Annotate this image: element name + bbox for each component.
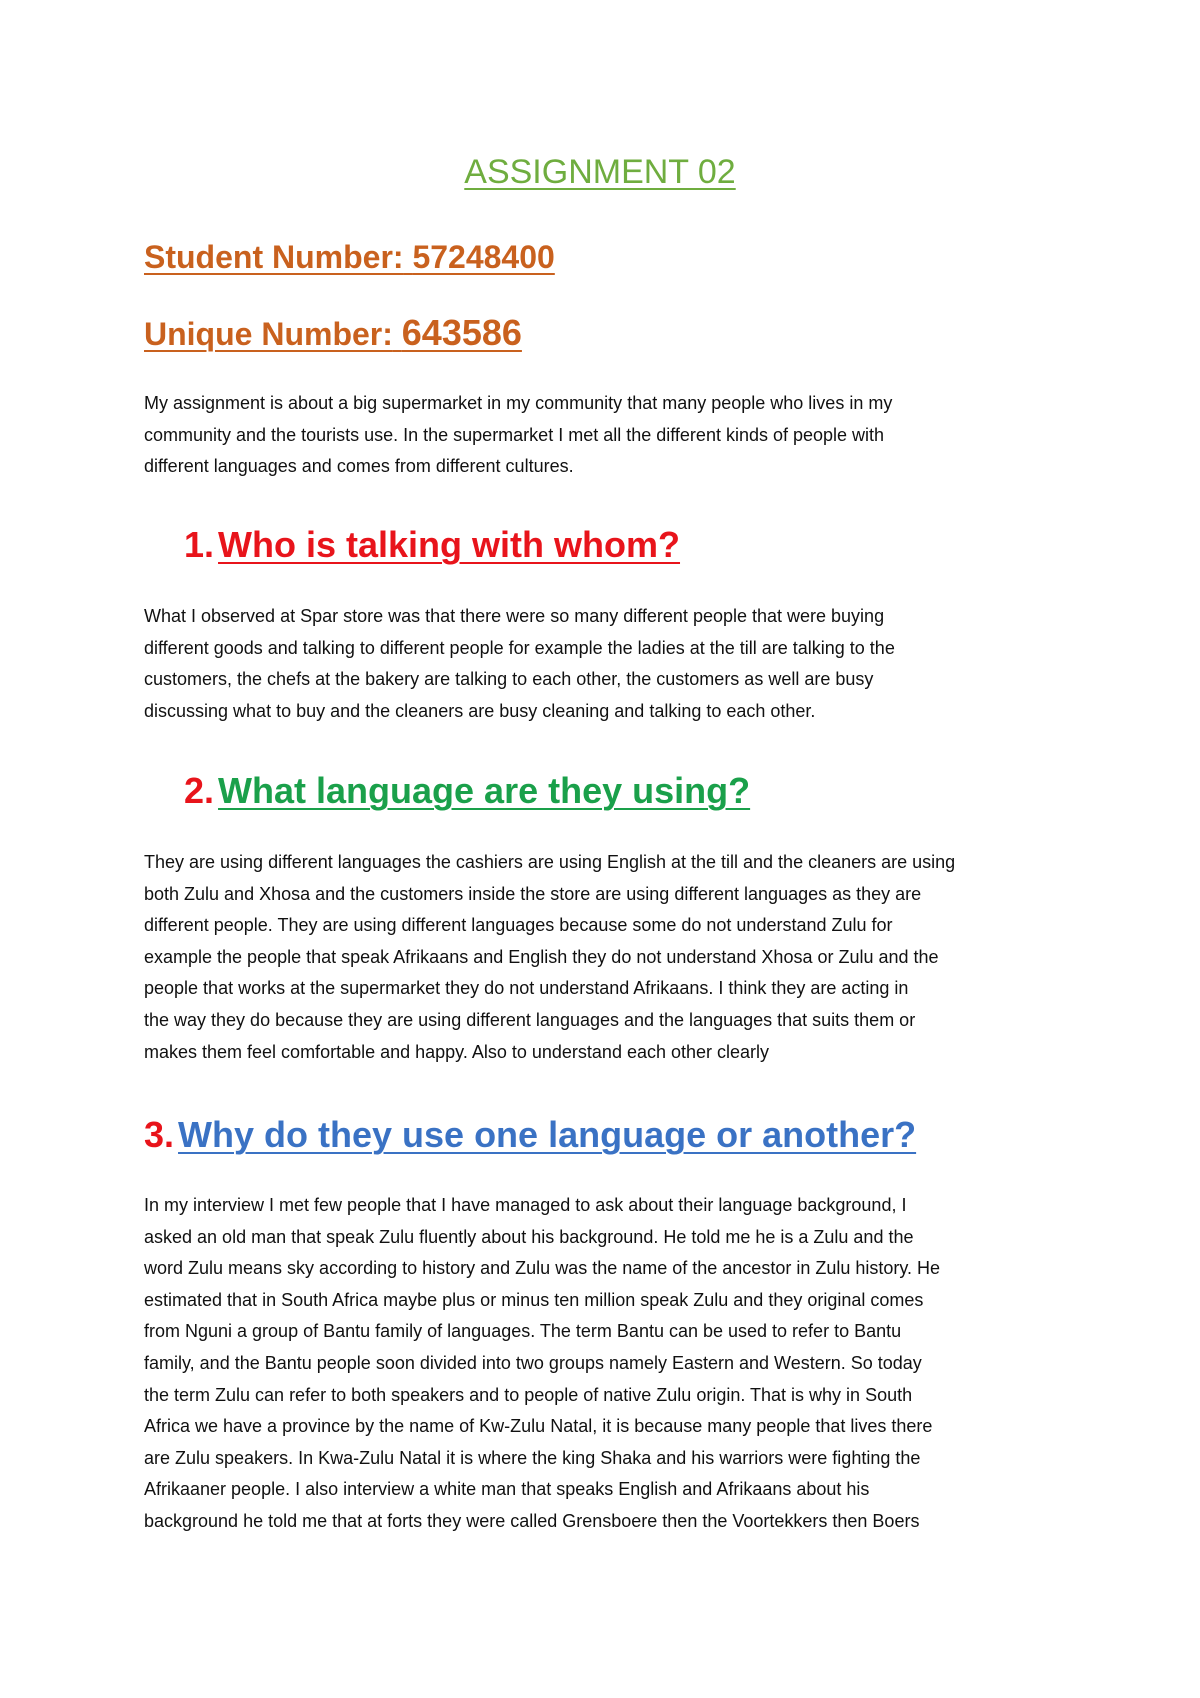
section-heading-3 bbox=[144, 1112, 916, 1158]
paragraph-line: asked an old man that speak Zulu fluently about his background. He told me he is a Zulu and the bbox=[144, 1226, 914, 1247]
paragraph-line: family, and the Bantu people soon divided into two groups namely Eastern and Western. So today bbox=[144, 1352, 922, 1373]
section-heading-1 bbox=[184, 522, 680, 568]
paragraph-line: the term Zulu can refer to both speakers and to people of native Zulu origin. That is why in South bbox=[144, 1384, 913, 1405]
unique-number-line bbox=[144, 312, 522, 355]
paragraph-line: the way they do because they are using different languages and the languages that suits them or bbox=[144, 1009, 916, 1030]
paragraph-line: discussing what to buy and the cleaners are busy cleaning and talking to each other. bbox=[144, 700, 816, 721]
paragraph-line: background he told me that at forts they were called Grensboere then the Voortekkers then Boers bbox=[144, 1510, 920, 1531]
paragraph-line: estimated that in South Africa maybe plus or minus ten million speak Zulu and they original comes bbox=[144, 1289, 924, 1310]
paragraph-line: Africa we have a province by the name of Kw-Zulu Natal, it is because many people that lives there bbox=[144, 1416, 933, 1437]
student-number-value: 57248400 bbox=[412, 239, 555, 275]
paragraph-line: In my interview I met few people that I have managed to ask about their language background, I bbox=[144, 1195, 907, 1215]
paragraph-line: example the people that speak Afrikaans and English they do not understand Xhosa or Zulu and the bbox=[144, 946, 939, 967]
intro-line: different languages and comes from different cultures. bbox=[144, 456, 574, 477]
section-heading-text: Who is talking with whom? bbox=[218, 524, 681, 565]
paragraph-line: both Zulu and Xhosa and the customers inside the store are using different languages as they are bbox=[144, 883, 922, 904]
section-number: 2. bbox=[184, 770, 215, 811]
paragraph-line: They are using different languages the cashiers are using English at the till and the cleaners are using bbox=[144, 852, 956, 872]
intro-line: community and the tourists use. In the supermarket I met all the different kinds of people with bbox=[144, 424, 885, 445]
paragraph-line: Afrikaaner people. I also interview a white man that speaks English and Afrikaans about his bbox=[144, 1479, 870, 1500]
section-heading-text: What language are they using? bbox=[218, 770, 751, 811]
paragraph-line: What I observed at Spar store was that there were so many different people that were buying bbox=[144, 606, 885, 626]
intro-paragraph bbox=[144, 388, 1074, 483]
section-heading-text: Why do they use one language or another? bbox=[178, 1114, 917, 1155]
section-heading-2 bbox=[184, 768, 750, 814]
paragraph-line: makes them feel comfortable and happy. Also to understand each other clearly bbox=[144, 1041, 770, 1062]
section-2-paragraph bbox=[144, 847, 1074, 1068]
student-number-line bbox=[144, 236, 555, 278]
document-title: ASSIGNMENT 02 bbox=[464, 153, 736, 191]
student-number-label: Student Number: bbox=[144, 239, 404, 275]
unique-number-label: Unique Number: bbox=[144, 316, 393, 352]
section-3-paragraph bbox=[144, 1190, 1074, 1538]
section-number: 1. bbox=[184, 524, 215, 565]
paragraph-line: are Zulu speakers. In Kwa-Zulu Natal it is where the king Shaka and his warriors were fighting the bbox=[144, 1447, 921, 1468]
paragraph-line: customers, the chefs at the bakery are talking to each other, the customers as well are busy bbox=[144, 669, 874, 690]
paragraph-line: different goods and talking to different people for example the ladies at the till are talking to the bbox=[144, 637, 895, 658]
paragraph-line: different people. They are using different languages because some do not understand Zulu for bbox=[144, 915, 893, 936]
section-number: 3. bbox=[144, 1114, 175, 1155]
unique-number-value: 643586 bbox=[401, 312, 522, 353]
paragraph-line: people that works at the supermarket they do not understand Afrikaans. I think they are acting in bbox=[144, 978, 909, 999]
paragraph-line: from Nguni a group of Bantu family of languages. The term Bantu can be used to refer to Bantu bbox=[144, 1321, 902, 1342]
intro-line: My assignment is about a big supermarket in my community that many people who lives in my bbox=[144, 393, 893, 413]
paragraph-line: word Zulu means sky according to history and Zulu was the name of the ancestor in Zulu history. He bbox=[144, 1258, 941, 1279]
section-1-paragraph bbox=[144, 601, 1074, 727]
